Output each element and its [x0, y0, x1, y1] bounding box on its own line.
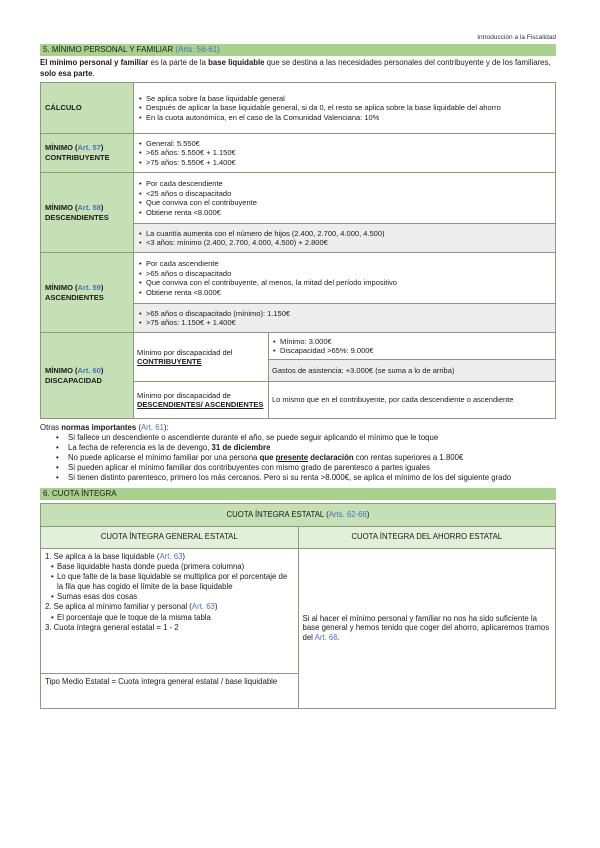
- disc-desc-asc-label: [134, 382, 269, 419]
- art-61-link[interactable]: Art. 61: [140, 423, 164, 433]
- list-item: • Por cada ascendiente: [146, 259, 551, 269]
- art-63-link[interactable]: Art. 63: [159, 551, 183, 561]
- list-item: • >65 años o discapacitado (mínimo): 1.150€: [146, 309, 551, 319]
- otras-lead: [40, 423, 556, 433]
- cuota-header-row: [41, 526, 556, 548]
- step-1: [45, 552, 294, 603]
- step-text: 1. Se aplica a la base liquidable (: [45, 551, 160, 561]
- label-underlined: DESCENDIENTES/ ASCENDIENTES: [137, 400, 264, 410]
- label-part: Mínimo por discapacidad de: [137, 390, 231, 400]
- cuota-body-row: [41, 548, 556, 673]
- label-part: ) DESCENDIENTES: [45, 202, 109, 222]
- section-6-heading: 6. CUOTA ÍNTEGRA: [40, 488, 556, 500]
- ascendientes-content-2: [134, 304, 556, 333]
- list-item: • Después de aplicar la base liquidable general, si da 0, el resto se aplica sobre la base liquidable del ahorro: [146, 103, 551, 113]
- list-item: • Obtiene renta <8.000€: [146, 208, 551, 218]
- label-part: Mínimo por discapacidad del: [137, 347, 233, 357]
- list-item: • El porcentaje que le toque de la misma tabla: [57, 613, 294, 623]
- discapacidad-content: [134, 333, 556, 419]
- list-item: • Discapacidad >65%: 9.000€: [280, 346, 552, 356]
- minimo-table: [40, 82, 556, 419]
- step-2: [45, 602, 294, 622]
- cuota-title: [41, 503, 556, 526]
- label-part: MÍNIMO (: [45, 143, 78, 153]
- tipo-medio: Tipo Medio Estatal = Cuota íntegra general estatal / base liquidable: [41, 673, 299, 708]
- section-5-heading: [40, 44, 556, 56]
- descendientes-content-2: [134, 224, 556, 253]
- cuota-table: [40, 503, 556, 709]
- calculo-label: CÁLCULO: [41, 83, 134, 134]
- title-part: CUOTA ÍNTEGRA ESTATAL (: [226, 509, 329, 519]
- item-bold: que: [259, 452, 276, 462]
- list-item: [68, 453, 556, 463]
- lead-paren: ):: [163, 423, 169, 433]
- inner-row: [134, 333, 555, 360]
- list-item: • Mínimo: 3.000€: [280, 337, 552, 347]
- list-item: • Base liquidable hasta donde pueda (primera columna): [57, 562, 294, 572]
- running-header: Introducción a la Fiscalidad: [477, 34, 556, 41]
- item-text: No puede aplicarse el mínimo familiar por una persona: [68, 452, 260, 462]
- ascendientes-label: [41, 253, 134, 333]
- list-item: • Se aplica sobre la base liquidable general: [146, 94, 551, 104]
- list-item: • >65 años: 5.550€ + 1.150€: [146, 148, 551, 158]
- document-page: [40, 34, 556, 709]
- disc-contribuyente-label: [134, 333, 269, 382]
- step-text: ): [182, 551, 186, 561]
- item-underlined: presente: [275, 452, 309, 462]
- disc-contribuyente-values: [269, 333, 556, 360]
- list-item: • <3 años: mínimo (2.400, 2.700, 4.000, 4.500) + 2.800€: [146, 238, 551, 248]
- lead-text: Otras: [40, 423, 62, 433]
- list-item: • Obtiene renta <8.000€: [146, 288, 551, 298]
- lead-bold: normas importantes: [61, 423, 137, 433]
- list-item: • >65 años o discapacitado: [146, 269, 551, 279]
- art-59-link[interactable]: Art. 59: [77, 282, 101, 292]
- list-item: • Por cada descendiente: [146, 179, 551, 189]
- list-item: • <25 años o discapacitado: [146, 189, 551, 199]
- title-part: ): [366, 509, 370, 519]
- intro-end: .: [92, 68, 95, 78]
- lead-paren: (: [136, 423, 141, 433]
- section-5-intro: [40, 58, 556, 79]
- item-bold: 31 de diciembre: [211, 442, 271, 452]
- ahorro-text: Si al hacer el mínimo personal y familiar no nos ha sido suficiente la base general y hemos tenido que coger del ahorro, aplicaremos tramos del: [302, 613, 550, 643]
- list-item: • Que conviva con el contribuyente, al menos, la mitad del período impositivo: [146, 278, 551, 288]
- section-5-arts-link[interactable]: (Arts. 56-61): [175, 45, 220, 54]
- label-part: ) CONTRIBUYENTE: [45, 143, 110, 163]
- col-general-header: CUOTA ÍNTEGRA GENERAL ESTATAL: [41, 526, 299, 548]
- list-item: • La cuantía aumenta con el número de hijos (2.400, 2.700, 4.000, 4.500): [146, 229, 551, 239]
- intro-text: es la parte de la: [148, 58, 209, 67]
- label-part: ) ASCENDIENTES: [45, 282, 104, 302]
- disc-gastos: Gastos de asistencia: +3.000€ (se suma a lo de arriba): [269, 360, 556, 382]
- art-57-link[interactable]: Art. 57: [77, 143, 101, 153]
- list-item: • Que conviva con el contribuyente: [146, 198, 551, 208]
- list-item: • >75 años: 5.550€ + 1.400€: [146, 158, 551, 168]
- label-underlined: CONTRIBUYENTE: [137, 357, 202, 367]
- inner-row: [134, 382, 555, 419]
- discapacidad-row: [41, 333, 556, 419]
- label-part: MÍNIMO (: [45, 202, 78, 212]
- art-63-link[interactable]: Art. 63: [191, 602, 215, 612]
- item-text: con rentas superiores a 1.800€: [353, 452, 464, 462]
- list-item: • >75 años: 1.150€ + 1.400€: [146, 318, 551, 328]
- descendientes-row-1: [41, 173, 556, 224]
- list-item: • Lo que falte de la base liquidable se multiplica por el porcentaje de la fila que has cogido el límite de la base liquidable: [57, 572, 294, 592]
- ascendientes-content-1: [134, 253, 556, 304]
- intro-bold-term: El mínimo personal y familiar: [40, 58, 149, 67]
- list-item: • Sumas esas dos cosas: [57, 592, 294, 602]
- list-item: • General: 5.550€: [146, 139, 551, 149]
- discapacidad-inner-table: [134, 333, 555, 418]
- list-item: • Si pueden aplicar el mínimo familiar dos contribuyentes con mismo grado de parentesco a partes iguales: [68, 463, 556, 473]
- disc-desc-asc-text: Lo mismo que en el contribuyente, por cada descendiente o ascendiente: [269, 382, 556, 419]
- col-ahorro-header: CUOTA ÍNTEGRA DEL AHORRO ESTATAL: [298, 526, 556, 548]
- intro-bold-solo: solo esa parte: [40, 68, 93, 78]
- art-58-link[interactable]: Art. 58: [77, 202, 101, 212]
- descendientes-content-1: [134, 173, 556, 224]
- list-item: • Si tienen distinto parentesco, primero los más cercanos. Pero si su renta >8.000€, se aplica el mínimo de los del siguiente grado: [68, 473, 556, 483]
- calculo-content: [134, 83, 556, 134]
- label-part: ) DISCAPACIDAD: [45, 365, 104, 385]
- cuota-title-row: [41, 503, 556, 526]
- step-3: 3. Cuota íntegra general estatal = 1 - 2: [45, 622, 179, 632]
- descendientes-label: [41, 173, 134, 253]
- intro-text-rest: que se destina a las necesidades personales del contribuyente y de los familiares,: [264, 58, 551, 67]
- list-item: • Si fallece un descendiente o ascendiente durante el año, se puede seguir aplicando el mínimo que le toque: [68, 433, 556, 443]
- list-item: [68, 443, 556, 453]
- discapacidad-label: [41, 333, 134, 419]
- item-text: La fecha de referencia es la de devengo,: [68, 442, 212, 452]
- step-text: ): [214, 602, 218, 612]
- item-bold: declaración: [308, 452, 354, 462]
- ahorro-content: [298, 548, 556, 708]
- section-5-title: 5. MÍNIMO PERSONAL Y FAMILIAR: [43, 45, 174, 54]
- general-steps: [41, 548, 299, 673]
- list-item: • En la cuota autonómica, en el caso de la Comunidad Valenciana: 10%: [146, 113, 551, 123]
- ahorro-text: .: [337, 633, 340, 643]
- calculo-row: [41, 83, 556, 134]
- label-part: MÍNIMO (: [45, 365, 78, 375]
- contribuyente-content: [134, 134, 556, 173]
- label-part: MÍNIMO (: [45, 282, 78, 292]
- arts-62-66-link[interactable]: Arts. 62-66: [328, 509, 367, 519]
- contribuyente-label: [41, 134, 134, 173]
- art-66-link[interactable]: Art. 66: [314, 633, 338, 643]
- otras-normas: [40, 423, 556, 483]
- intro-bold-base: base liquidable: [208, 58, 265, 67]
- step-text: 2. Se aplica al mínimo familiar y personal (: [45, 602, 192, 612]
- art-60-link[interactable]: Art. 60: [77, 365, 101, 375]
- contribuyente-row: [41, 134, 556, 173]
- ascendientes-row-1: [41, 253, 556, 304]
